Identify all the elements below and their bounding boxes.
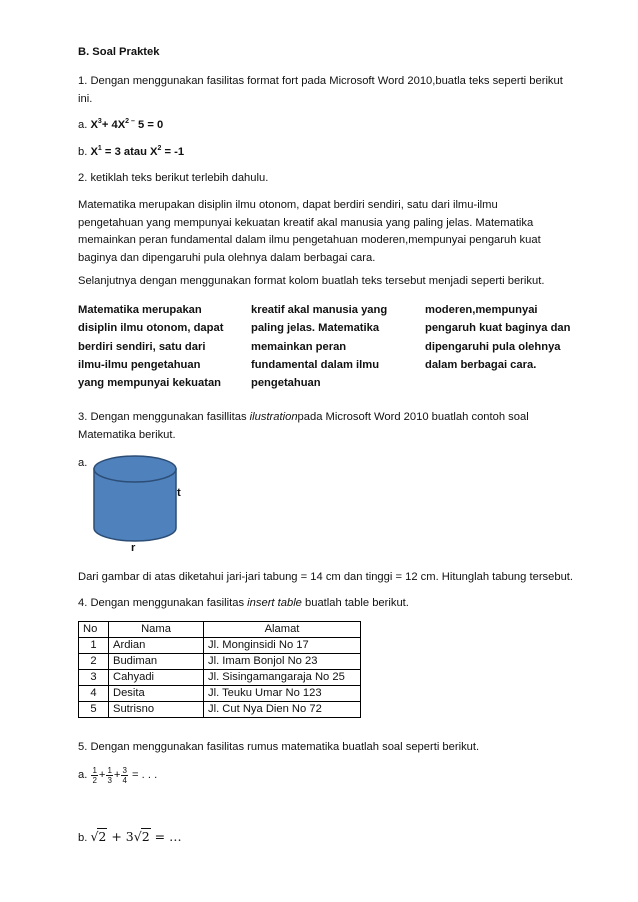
cell-nama: Budiman <box>109 654 204 670</box>
cell-nama: Desita <box>109 686 204 702</box>
q2-paragraph: Matematika merupakan disiplin ilmu otonom, dapat berdiri sendiri, satu dari ilmu-ilmu pengetahuan yang mempunyai kekuatan kreatif akal manusia yang paling jelas. Matematika memainkan peran fundamental dalam ilmu pengetahuan moderen,mempunyai pengaruh kuat baginya dan dipengaruhi pula olehnya dalam berbagai cara. <box>78 199 541 264</box>
q1-b-prefix: b. <box>78 146 91 158</box>
column-line: paling jelas. Matematika <box>251 322 380 335</box>
cell-alamat: Jl. Cut Nya Dien No 72 <box>204 702 361 718</box>
q2-column-2 <box>251 301 387 392</box>
cell-no: 3 <box>79 670 109 686</box>
q5-text: 5. Dengan menggunakan fasilitas rumus matematika buatlah soal seperti berikut. <box>78 741 480 753</box>
numerator: 1 <box>107 765 112 775</box>
column-line: Matematika merupakan <box>78 304 202 316</box>
q3-text-prefix: 3. Dengan menggunakan fasillitas <box>78 411 250 423</box>
column-line: moderen,mempunyai <box>425 304 538 316</box>
q5-a-end: = . . . <box>132 769 158 781</box>
q2-column-1 <box>78 301 223 392</box>
cell-no: 4 <box>79 686 109 702</box>
q2-instruction: Selanjutnya dengan menggunakan format kolom buatlah teks tersebut menjadi seperti berikut. <box>78 275 545 287</box>
q1-b-end: = -1 <box>161 146 185 158</box>
q4-text-suffix: buatlah table berikut. <box>301 597 409 609</box>
fraction-2 <box>106 766 112 785</box>
q1-text: 1. Dengan menggunakan fasilitas format fort pada Microsoft Word 2010,buatla teks seperti berikut ini. <box>78 75 563 105</box>
q5-item-b <box>78 828 182 844</box>
table-row <box>79 638 361 654</box>
radicand-1: 2 <box>98 829 107 844</box>
q1-b-mid: = 3 atau X <box>101 146 158 158</box>
column-line: dalam berbagai cara. <box>425 358 537 371</box>
fraction-3 <box>121 766 127 785</box>
cell-no: 1 <box>79 638 109 654</box>
q1-b-sub1: 1 <box>97 145 102 152</box>
header-nama: Nama <box>109 622 204 638</box>
header-alamat: Alamat <box>204 622 361 638</box>
q5-b-prefix: b. <box>78 832 91 844</box>
sqrt-icon: √ <box>133 829 142 844</box>
q1-item-b <box>78 145 184 158</box>
cylinder-illustration <box>90 452 180 544</box>
q1-a-end: 5 = 0 <box>134 119 164 131</box>
column-line: pengaruh kuat baginya dan <box>425 322 571 335</box>
q4-text-prefix: 4. Dengan menggunakan fasilitas <box>78 597 248 609</box>
q4-text-italic: insert table <box>247 597 302 609</box>
q1-b-sub2: 2 <box>157 145 162 152</box>
column-line: dipengaruhi pula olehnya <box>425 340 561 353</box>
denominator: 2 <box>92 775 97 785</box>
column-line: kreatif akal manusia yang <box>251 304 388 316</box>
table-row <box>79 654 361 670</box>
q1-b-x1: X <box>90 146 98 158</box>
radicand-2: 2 <box>141 829 150 844</box>
q5-b-mid: + 3 <box>107 829 134 844</box>
q1-a-mid: + 4X <box>101 119 126 131</box>
q5-b-end: = … <box>150 829 182 844</box>
label-radius: r <box>131 542 136 554</box>
section-title: B. Soal Praktek <box>78 46 160 58</box>
cell-alamat: Jl. Imam Bonjol No 23 <box>204 654 361 670</box>
q3-text-italic: ilustration <box>249 411 298 423</box>
table-row <box>79 686 361 702</box>
cell-alamat: Jl. Monginsidi No 17 <box>204 638 361 654</box>
table-header-row <box>79 622 361 638</box>
plus-sign: + <box>113 769 121 781</box>
q5-item-a <box>78 764 157 786</box>
column-line: disiplin ilmu otonom, dapat <box>78 322 224 335</box>
q3-text-line2: Matematika berikut. <box>78 429 176 441</box>
q1-a-exp2: 2 – <box>125 118 135 125</box>
cell-nama: Ardian <box>109 638 204 654</box>
cell-no: 2 <box>79 654 109 670</box>
q2-text: 2. ketiklah teks berikut terlebih dahulu. <box>78 172 269 184</box>
fraction-1 <box>91 766 97 785</box>
denominator: 4 <box>122 775 127 785</box>
cell-no: 5 <box>79 702 109 718</box>
denominator: 3 <box>107 775 112 785</box>
column-line: ilmu-ilmu pengetahuan <box>78 358 201 371</box>
plus-sign: + <box>98 769 106 781</box>
q1-a-exp1: 3 <box>97 118 102 125</box>
label-height: t <box>177 487 181 499</box>
q1-item-a <box>78 118 163 131</box>
q3-item-label: a. <box>78 457 88 469</box>
q2-column-3 <box>425 301 570 374</box>
sqrt-icon: √ <box>90 829 99 844</box>
column-line: memainkan peran <box>251 340 347 353</box>
cylinder-top <box>94 456 176 482</box>
table-row <box>79 670 361 686</box>
q5-a-prefix: a. <box>78 769 88 781</box>
cell-nama: Sutrisno <box>109 702 204 718</box>
numerator: 3 <box>122 765 127 775</box>
column-line: fundamental dalam ilmu <box>251 358 380 371</box>
cell-alamat: Jl. Teuku Umar No 123 <box>204 686 361 702</box>
header-no: No <box>79 622 109 638</box>
q1-a-prefix: a. <box>78 119 91 131</box>
q4-text <box>78 597 409 609</box>
cell-alamat: Jl. Sisingamangaraja No 25 <box>204 670 361 686</box>
column-line: berdiri sendiri, satu dari <box>78 340 206 353</box>
table-row <box>79 702 361 718</box>
q1-a-x: X <box>90 119 98 131</box>
column-line: yang mempunyai kekuatan <box>78 377 222 390</box>
q3-question: Dari gambar di atas diketahui jari-jari tabung = 14 cm dan tinggi = 12 cm. Hitunglah tabung tersebut. <box>78 571 574 583</box>
address-table <box>78 621 361 718</box>
column-line: pengetahuan <box>251 377 321 390</box>
q3-text-suffix: pada Microsoft Word 2010 buatlah contoh soal <box>297 411 529 423</box>
cell-nama: Cahyadi <box>109 670 204 686</box>
q3-text <box>78 411 529 423</box>
numerator: 1 <box>92 765 97 775</box>
